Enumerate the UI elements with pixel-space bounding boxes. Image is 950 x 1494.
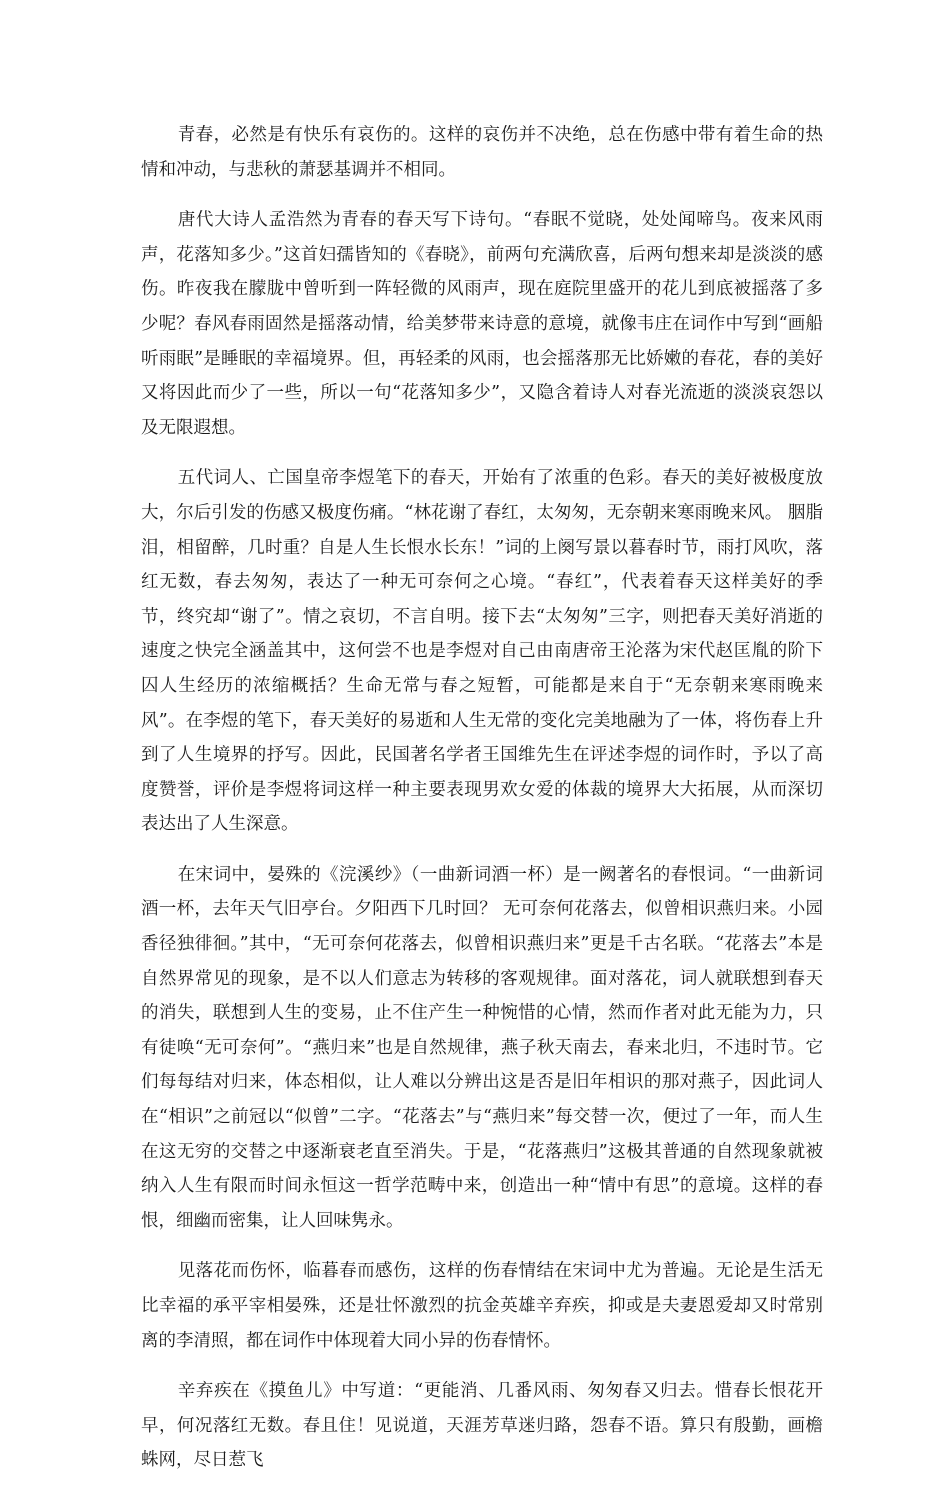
paragraph-yan-shu: 在宋词中，晏殊的《浣溪纱》（一曲新词酒一杯）是一阙著名的春恨词。“一曲新词酒一杯，去年天气旧亭台。夕阳西下几时回？ 无可奈何花落去，似曾相识燕归来。小园香径独徘徊。”其中，“无可奈何花落去，似曾相识燕归来”更是千古名联。“花落去”本是自然界常见的现象，是不以人们意志为转移的客观规律。面对落花，词人就联想到春天的消失，联想到人生的变易，止不住产生一种惋惜的心情，然而作者对此无能为力，只有徒唤“无可奈何”。“燕归来”也是自然规律，燕子秋天南去，春来北归，不违时节。它们每每结对归来，体态相似，让人难以分辨出这是否是旧年相识的那对燕子，因此词人在“相识”之前冠以“似曾”二字。“花落去”与“燕归来”每交替一次，便过了一年，而人生在这无穷的交替之中逐渐衰老直至消失。于是，“花落燕归”这极其普通的自然现象就被纳入人生有限而时间永恒这一哲学范畴中来，创造出一种“情中有思”的意境。这样的春恨，细幽而密集，让人回味隽永。: [141, 864, 823, 1231]
paragraph-youth: 青春，必然是有快乐有哀伤的。这样的哀伤并不决绝，总在伤感中带有着生命的热情和冲动，与悲秋的萧瑟基调并不相同。: [141, 125, 823, 180]
paragraph-xin-qiji: 辛弃疾在《摸鱼儿》中写道：“更能消、几番风雨、匆匆春又归去。惜春长恨花开早，何况落红无数。春且住！见说道，天涯芳草迷归路，怨春不语。算只有殷勤，画檐蛛网，尽日惹飞: [141, 1381, 823, 1471]
document-body: [141, 118, 823, 1494]
paragraph-meng-haoran: 唐代大诗人孟浩然为青春的春天写下诗句。“春眠不觉晓，处处闻啼鸟。夜来风雨声，花落知多少。”这首妇孺皆知的《春晓》，前两句充满欣喜，后两句想来却是淡淡的感伤。昨夜我在朦胧中曾听到一阵轻微的风雨声，现在庭院里盛开的花儿到底被摇落了多少呢？春风春雨固然是摇落动情，给美梦带来诗意的意境，就像韦庄在词作中写到“画船听雨眠”是睡眠的幸福境界。但，再轻柔的风雨，也会摇落那无比娇嫩的春花，春的美好又将因此而少了一些，所以一句“花落知多少”，又隐含着诗人对春光流逝的淡淡哀怨以及无限遐想。: [141, 210, 823, 438]
paragraph-spring-sorrow: 见落花而伤怀，临暮春而感伤，这样的伤春情结在宋词中尤为普遍。无论是生活无比幸福的承平宰相晏殊，还是壮怀激烈的抗金英雄辛弃疾，抑或是夫妻恩爱却又时常别离的李清照，都在词作中体现着大同小异的伤春情怀。: [141, 1261, 823, 1351]
paragraph-li-yu: 五代词人、亡国皇帝李煜笔下的春天，开始有了浓重的色彩。春天的美好被极度放大，尔后引发的伤感又极度伤痛。“林花谢了春红，太匆匆，无奈朝来寒雨晚来风。 胭脂泪，相留醉，几时重？自是人生长恨水长东！”词的上阕写景以暮春时节，雨打风吹，落红无数，春去匆匆，表达了一种无可奈何之心境。“春红”，代表着春天这样美好的季节，终究却“谢了”。情之哀切，不言自明。接下去“太匆匆”三字，则把春天美好消逝的速度之快完全涵盖其中，这何尝不也是李煜对自己由南唐帝王沦落为宋代赵匡胤的阶下囚人生经历的浓缩概括？生命无常与春之短暂，可能都是来自于“无奈朝来寒雨晚来风”。在李煜的笔下，春天美好的易逝和人生无常的变化完美地融为了一体，将伤春上升到了人生境界的抒写。因此，民国著名学者王国维先生在评述李煜的词作时，予以了高度赞誉，评价是李煜将词这样一种主要表现男欢女爱的体裁的境界大大拓展，从而深切表达出了人生深意。: [141, 468, 823, 835]
